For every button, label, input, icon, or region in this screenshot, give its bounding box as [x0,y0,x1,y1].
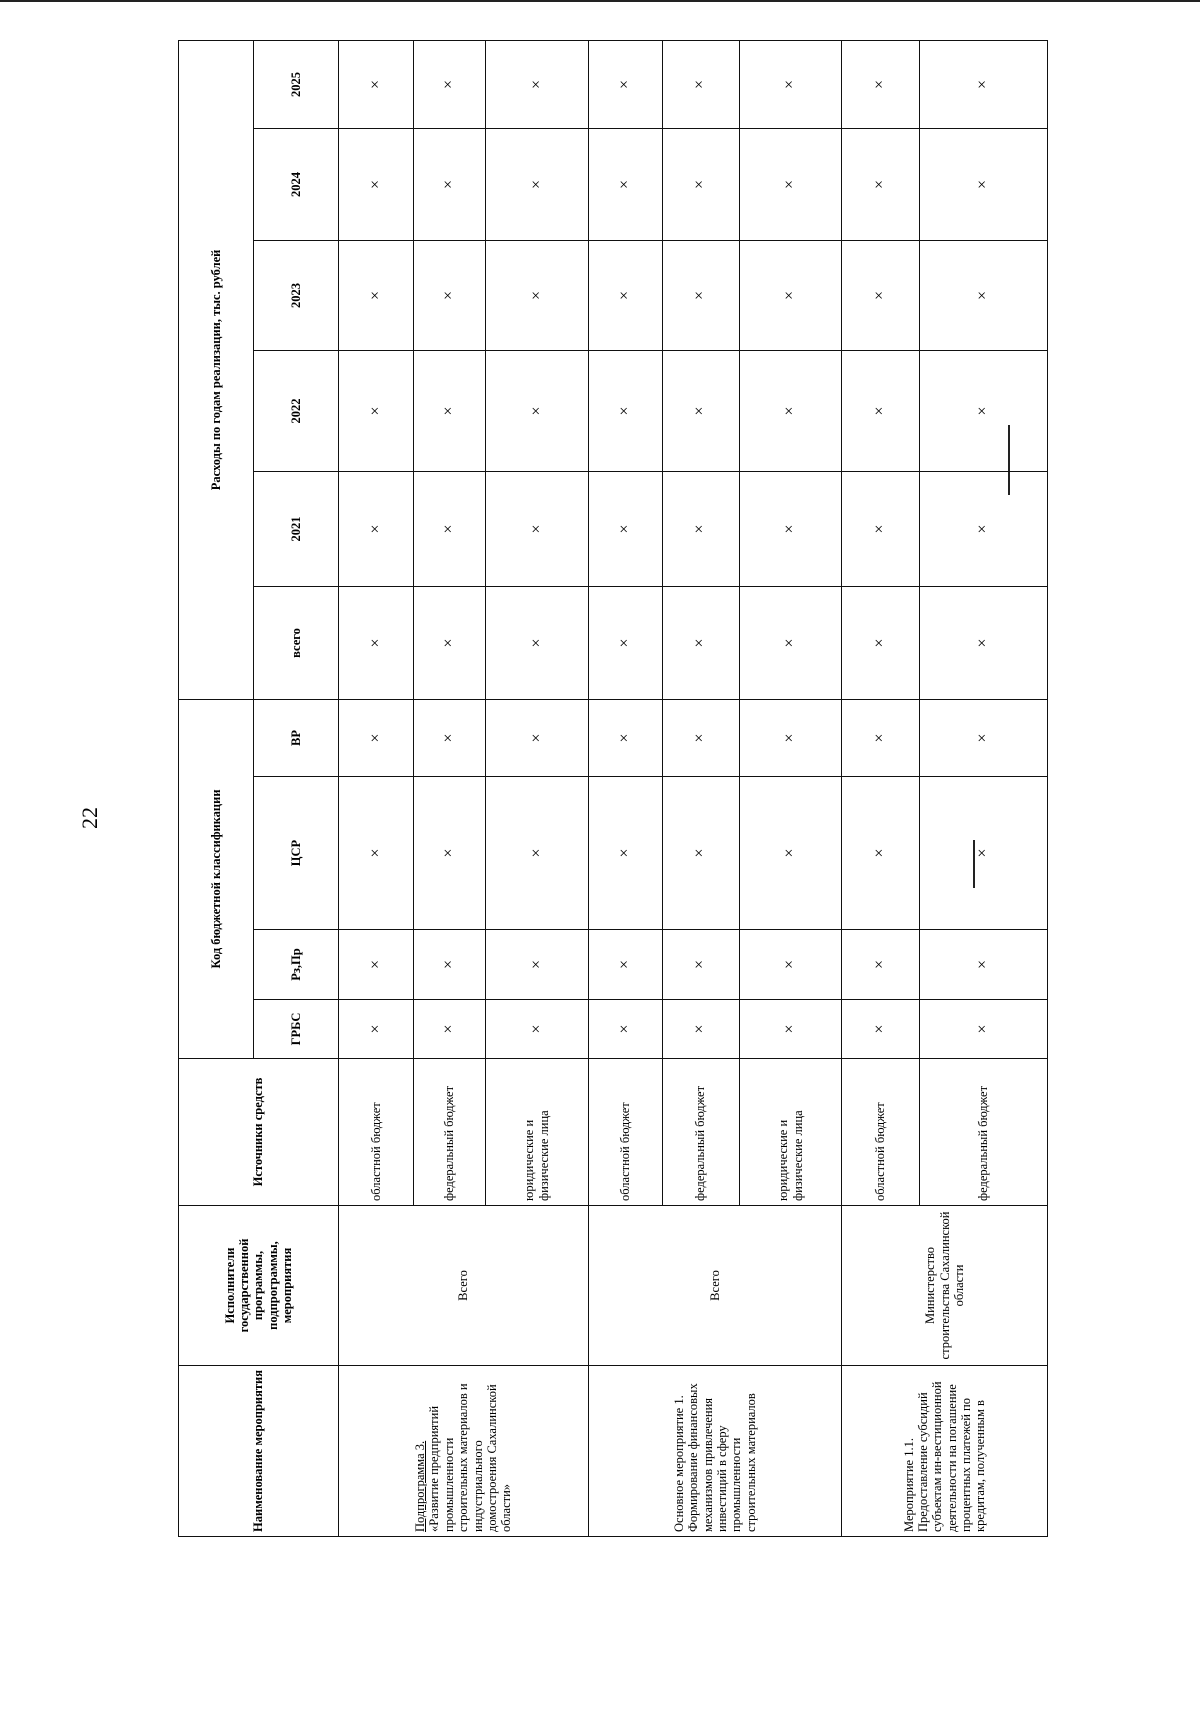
x-cell: × [842,471,919,586]
header-kbk-group: Код бюджетной классификации [179,699,254,1058]
x-cell: × [339,240,414,350]
subprogram-prefix: Подпрограмма 3. [413,1440,428,1532]
x-cell: × [339,777,414,930]
x-cell: × [919,1000,1047,1059]
x-cell: × [662,586,739,699]
header-2022: 2022 [254,350,339,471]
x-cell: × [339,1000,414,1059]
x-cell: × [588,699,662,776]
x-cell: × [662,350,739,471]
header-2024: 2024 [254,128,339,240]
x-cell: × [588,240,662,350]
x-cell: × [662,1000,739,1059]
executor-cell: Всего [339,1206,589,1366]
x-cell: × [662,40,739,128]
x-cell: × [588,128,662,240]
x-cell: × [414,586,486,699]
x-cell: × [842,699,919,776]
x-cell: × [414,1000,486,1059]
x-cell: × [662,930,739,1000]
name-subprogram-3 [339,1366,589,1537]
x-cell: × [739,930,842,1000]
table-row [588,40,662,1536]
x-cell: × [739,777,842,930]
x-cell: × [588,40,662,128]
x-cell: × [414,128,486,240]
x-cell: × [919,40,1047,128]
x-cell: × [588,777,662,930]
x-cell: × [739,699,842,776]
source-cell: юридические и физические лица [739,1059,842,1206]
source-cell: областной бюджет [588,1059,662,1206]
x-cell: × [662,699,739,776]
x-cell: × [339,128,414,240]
x-cell: × [339,930,414,1000]
x-cell: × [339,350,414,471]
x-cell: × [485,128,588,240]
x-cell: × [739,471,842,586]
source-cell: областной бюджет [339,1059,414,1206]
x-cell: × [739,240,842,350]
x-cell: × [842,240,919,350]
x-cell: × [485,699,588,776]
x-cell: × [485,40,588,128]
header-executors: Исполнители государственной программы, подпрограммы, мероприятия [179,1206,339,1366]
x-cell: × [485,240,588,350]
name-main-event-1: Основное мероприятие 1. Формирование финансовых механизмов привлечения инвестиций в сферу промышленности строительных материалов [588,1366,842,1537]
x-cell: × [485,777,588,930]
x-cell: × [485,471,588,586]
header-name: Наименование мероприятия [179,1366,339,1537]
x-cell: × [339,699,414,776]
x-cell: × [919,586,1047,699]
x-cell: × [739,128,842,240]
x-cell: × [588,586,662,699]
x-cell: × [339,586,414,699]
x-cell: × [414,240,486,350]
x-cell: × [919,930,1047,1000]
header-2023: 2023 [254,240,339,350]
header-grbs: ГРБС [254,1000,339,1059]
header-expenses-group: Расходы по годам реализации, тыс. рублей [179,40,254,699]
x-cell: × [739,350,842,471]
x-cell: × [414,40,486,128]
x-cell: × [919,471,1047,586]
x-cell: × [414,471,486,586]
subprogram-title: «Развитие предприятий промышленности строительных материалов и индустриального домостроения Сахалинской области» [427,1383,514,1532]
x-cell: × [414,699,486,776]
x-cell: × [485,586,588,699]
x-cell: × [842,350,919,471]
rotated-table-wrapper [178,41,1048,1537]
x-cell: × [485,1000,588,1059]
x-cell: × [662,240,739,350]
x-cell: × [842,128,919,240]
source-cell: областной бюджет [842,1059,919,1206]
header-sources: Источники средств [179,1059,339,1206]
x-cell: × [662,777,739,930]
header-vr: ВР [254,699,339,776]
scan-border-line [0,0,1200,2]
source-cell: федеральный бюджет [414,1059,486,1206]
x-cell: × [485,930,588,1000]
x-cell: × [485,350,588,471]
budget-table [178,40,1048,1537]
header-total: всего [254,586,339,699]
table-row [339,40,414,1536]
header-2025: 2025 [254,40,339,128]
x-cell: × [919,240,1047,350]
x-cell: × [662,471,739,586]
x-cell: × [842,930,919,1000]
header-csr: ЦСР [254,777,339,930]
x-cell: × [842,586,919,699]
x-cell: × [588,1000,662,1059]
header-2021: 2021 [254,471,339,586]
x-cell: × [588,471,662,586]
x-cell: × [842,40,919,128]
executor-cell: Всего [588,1206,842,1366]
source-cell: юридические и физические лица [485,1059,588,1206]
x-cell: × [919,777,1047,930]
x-cell: × [842,777,919,930]
x-cell: × [919,128,1047,240]
header-rzpr: Рз,Пр [254,930,339,1000]
x-cell: × [414,350,486,471]
source-cell: федеральный бюджет [662,1059,739,1206]
x-cell: × [662,128,739,240]
x-cell: × [339,471,414,586]
executor-cell: Министерство строительства Сахалинской области [842,1206,1048,1366]
x-cell: × [414,930,486,1000]
x-cell: × [414,777,486,930]
page-number: 22 [77,807,102,829]
x-cell: × [588,930,662,1000]
x-cell: × [739,1000,842,1059]
x-cell: × [739,40,842,128]
x-cell: × [842,1000,919,1059]
x-cell: × [739,586,842,699]
x-cell: × [339,40,414,128]
x-cell: × [588,350,662,471]
table-row [842,40,919,1536]
name-event-1-1: Мероприятие 1.1. Предоставление субсидий субъектам ин-вестиционной деятельности на погашение процентных платежей по кредитам, полученным в [842,1366,1048,1537]
x-cell: × [919,350,1047,471]
x-cell: × [919,699,1047,776]
source-cell: федеральный бюджет [919,1059,1047,1206]
